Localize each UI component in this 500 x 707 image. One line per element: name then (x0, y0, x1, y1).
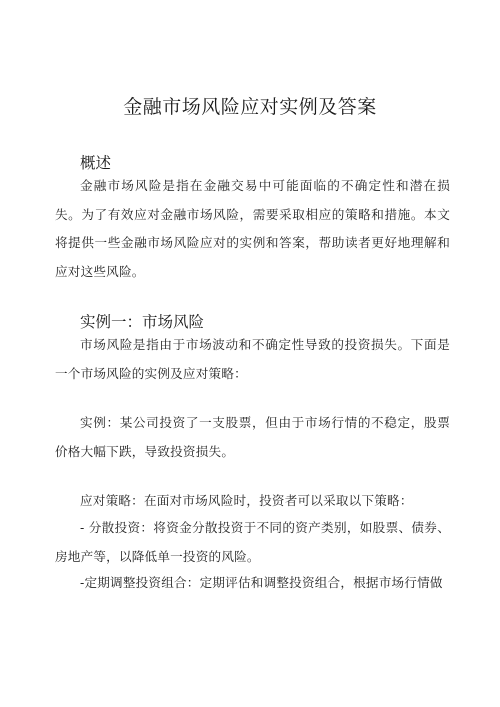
strategy-diversify-paragraph: - 分散投资：将资金分散投资于不同的资产类别，如股票、债券、房地产等，以降低单一投资的风险。 (55, 520, 450, 564)
overview-paragraph: 金融市场风险是指在金融交易中可能面临的不确定性和潜在损失。为了有效应对金融市场风险，需要采取相应的策略和措施。本文将提供一些金融市场风险应对的实例和答案，帮助读者更好地理解和应对这些风险。 (55, 178, 450, 279)
strategy-rebalance-paragraph: -定期调整投资组合：定期评估和调整投资组合，根据市场行情做 (80, 575, 443, 590)
market-risk-definition-paragraph: 市场风险是指由于市场波动和不确定性导致的投资损失。下面是一个市场风险的实例及应对策略： (55, 337, 450, 381)
document-title: 金融市场风险应对实例及答案 (123, 96, 377, 118)
strategy-intro-paragraph: 应对策略：在面对市场风险时，投资者可以采取以下策略： (80, 493, 413, 508)
example-paragraph: 实例：某公司投资了一支股票，但由于市场行情的不稳定，股票价格大幅下跌，导致投资损失。 (55, 415, 450, 459)
section-heading-example-one: 实例一：市场风险 (80, 313, 205, 331)
section-heading-overview: 概述 (80, 154, 112, 172)
